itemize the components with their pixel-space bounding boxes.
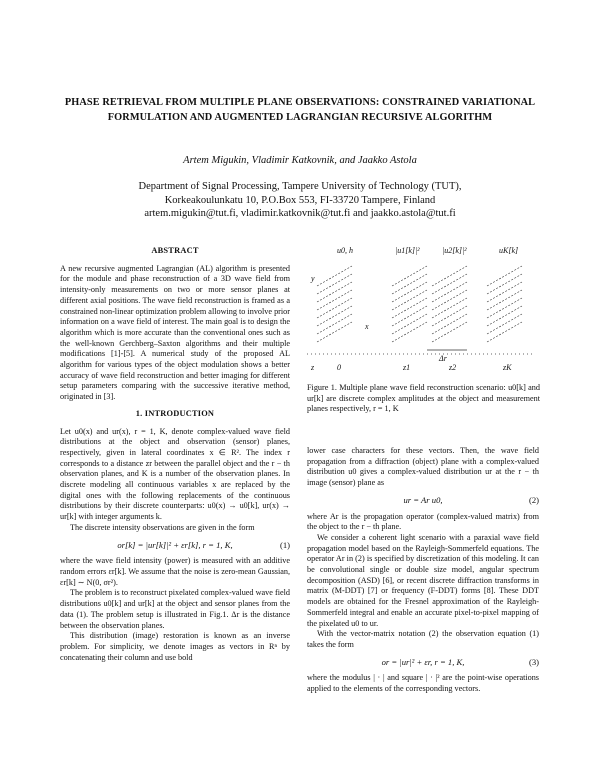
affiliation-emails: artem.migukin@tut.fi, vladimir.katkovnik@tut.fi and jaakko.astola@tut.fi — [144, 208, 456, 219]
intro-paragraph: The problem is to reconstruct pixelated complex-valued wave field distributions u0[k] and ur[k] at the object and sensor planes from the data (1). The problem setup is illustrated in Fig.1. Δr is the distance between the observation planes. — [60, 588, 290, 630]
sensor-plane-k — [487, 266, 522, 342]
equation-2-number: (2) — [528, 494, 539, 505]
equation-2-body: ur = Ar u0, — [403, 494, 443, 505]
label-z2: z2 — [449, 363, 457, 372]
equation-1-number: (1) — [279, 539, 290, 550]
affiliation-line: Department of Signal Processing, Tampere University of Technology (TUT), — [138, 181, 462, 192]
intro-paragraph: This distribution (image) restoration is known as an inverse problem. For simplicity, we denote images as vectors in Rⁿ by concatenating their column and use bold — [60, 631, 290, 662]
intro-paragraph: where the wave field intensity (power) is measured with an additive random errors εr[k]. We assume that the noise is zero-mean Gaussian, εr[k] ∼ N(0, σr²). — [60, 556, 290, 587]
label-x-axis: x — [365, 322, 369, 331]
equation-2 — [307, 495, 539, 506]
authors: Artem Migukin, Vladimir Katkovnik, and Jaakko Astola — [183, 155, 417, 166]
label-plane-2: |u2[k]|² — [442, 246, 467, 255]
intro-paragraph: The discrete intensity observations are given in the form — [70, 522, 255, 532]
body-paragraph: We consider a coherent light scenario with a paraxial wave field propagation model based on the Rayleigh-Sommerfeld equations. The operator Ar in (2) is specified by discretization of this modeling. It can be convolutional single or double size model, angular spectrum decomposition (ASD) [6], or recent discrete diffraction transforms in matrix (M-DDT) [7] or frequency (F-DDT) forms [8]. These DDT models are obtained for the Fresnel approximation of the Rayleigh-Sommerfeld integral and enable an accurate pixel-to-pixel mapping of the pixelated u0 to ur. — [307, 532, 539, 628]
left-column — [60, 246, 290, 663]
body-paragraph: where Ar is the propagation operator (complex-valued matrix) from the object to the r − th plane. — [307, 511, 539, 532]
body-paragraph: lower case characters for these vectors. Then, the wave field propagation from a diffraction (object) plane with a complex-valued distribution u0 gives a complex-valued distribution ur at the r − th image (sensor) plane as — [307, 446, 539, 488]
label-z1: z1 — [403, 363, 411, 372]
label-z: z — [311, 363, 315, 372]
body-paragraph: With the vector-matrix notation (2) the observation equation (1) takes the form — [307, 629, 539, 649]
equation-3 — [307, 657, 539, 668]
label-delta: Δr — [439, 354, 447, 363]
equation-3-number: (3) — [528, 656, 539, 667]
label-z0: 0 — [337, 363, 341, 372]
equation-3-body: or = |ur|² + εr, r = 1, K, — [381, 656, 465, 667]
abstract-text: A new recursive augmented Lagrangian (AL) algorithm is presented for the module and phase reconstruction of a 3D wave field from intensity-only measurements on two or more sensor planes at different axial positions. The wave field reconstruction is framed as a constrained non-linear optimization problem allowing to involve prior information on a wave field of interest. The main goal is to design the algorithm which is more accurate than the conventional ones such as the well-known Gerchberg–Saxton algorithms and their multiple modifications [1]-[5]. A numerical study of the proposed AL algorithm for various types of the object modulation shows a better accuracy of wave field reconstruction and better imaging for different setup parameters comparing with the successive iterative method, originated in [3]. — [60, 263, 290, 402]
paper-title: PHASE RETRIEVAL FROM MULTIPLE PLANE OBSERVATIONS: CONSTRAINED VARIATIONAL FORMULATION AND AUGMENTED LAGRANGIAN RECURSIVE ALGORITHM — [64, 97, 536, 123]
equation-1 — [60, 540, 290, 551]
label-object: u0, h — [337, 246, 353, 255]
intro-paragraph: Let u0(x) and ur(x), r = 1, K, denote complex-valued wave field distributions at the object and observation (sensor) planes, respectively, given in lateral coordinates x ∈ R². The index r corresponds to a distance zr between the parallel object and the r − th observation planes, and K is a number of the observation planes. In discrete modeling all continuous variables x are replaced by the digital ones with the following replacements of the continuous distributions by their discrete counterparts: u0(x) → u0[k], ur(x) → ur[k] with integer arguments k. — [60, 426, 290, 522]
equation-1-body: or[k] = |ur[k]|² + εr[k], r = 1, K, — [117, 539, 233, 550]
label-y-axis: y — [311, 274, 315, 283]
affiliation — [0, 180, 600, 221]
affiliation-line: Korkeakoulunkatu 10, P.O.Box 553, FI-33720 Tampere, Finland — [164, 194, 436, 206]
figure-1 — [307, 246, 540, 386]
right-column — [307, 446, 539, 695]
label-plane-k: uK[k] — [499, 246, 519, 255]
intro-heading: 1. INTRODUCTION — [135, 408, 215, 418]
body-paragraph: where the modulus | · | and square | · |² are the point-wise operations applied to the elements of the corresponding vectors. — [307, 673, 539, 694]
sensor-plane-1 — [392, 266, 427, 342]
figure-caption: Figure 1. Multiple plane wave field reconstruction scenario: u0[k] and ur[k] are discrete complex amplitudes at the object and measurement planes respectively, r = 1, K — [307, 383, 540, 413]
label-zk: zK — [503, 363, 512, 372]
abstract-heading: ABSTRACT — [151, 246, 199, 255]
sensor-plane-2 — [432, 266, 467, 342]
object-plane — [317, 266, 352, 342]
label-plane-1: |u1[k]|² — [395, 246, 420, 255]
